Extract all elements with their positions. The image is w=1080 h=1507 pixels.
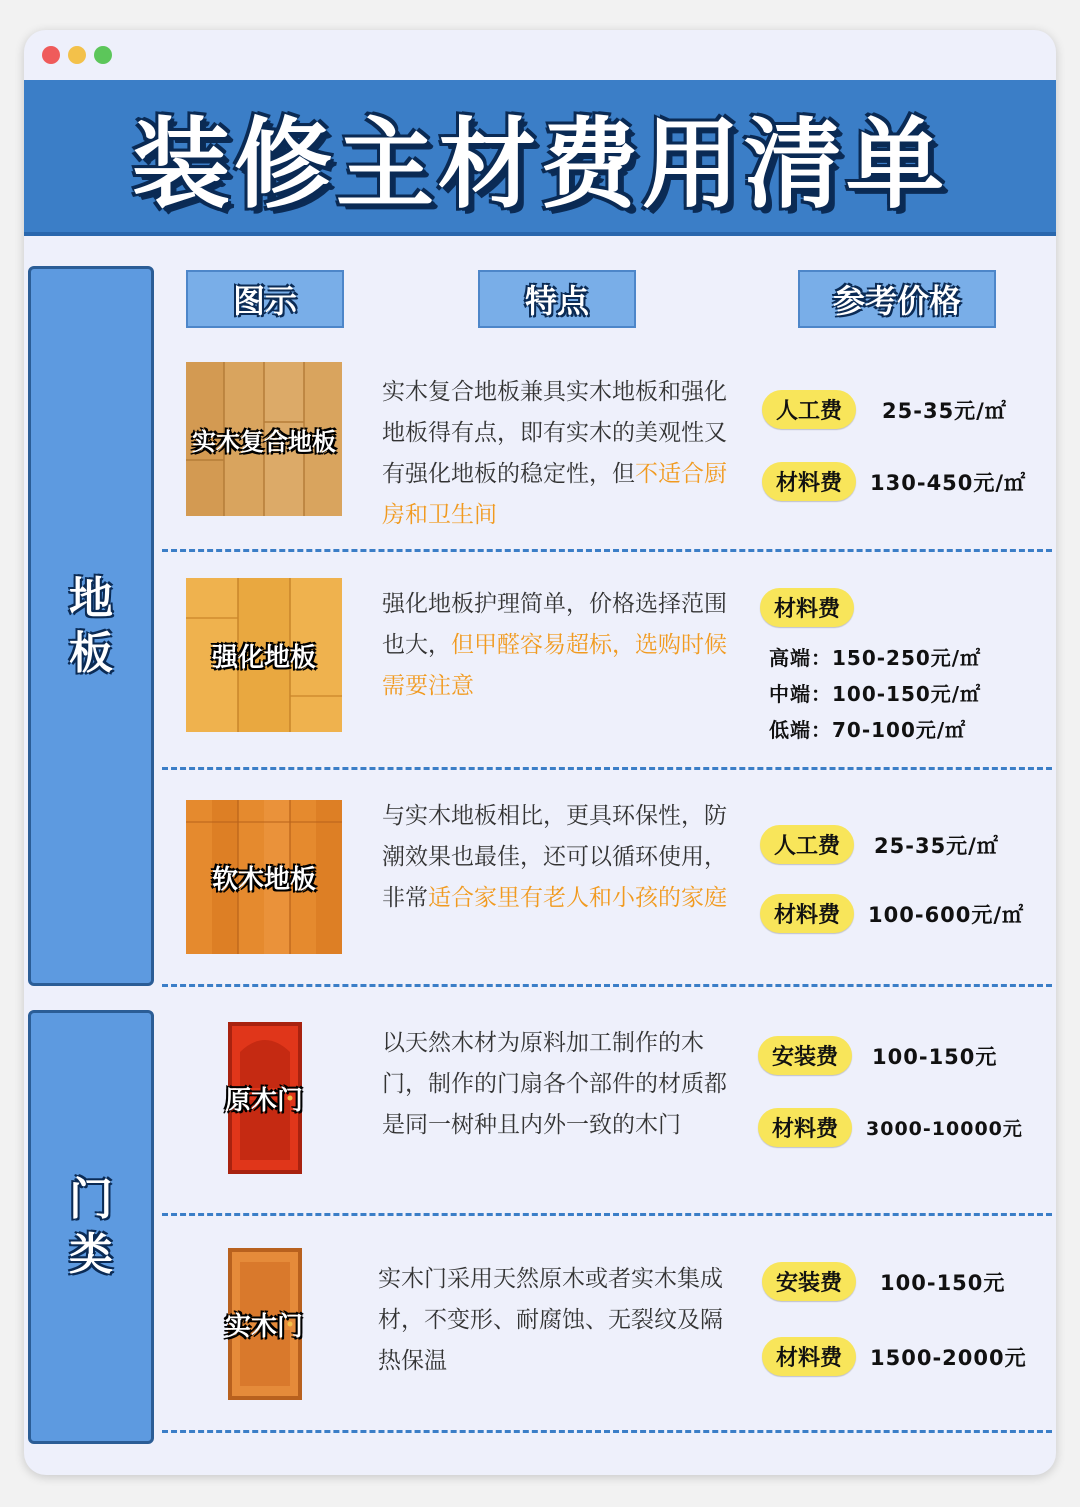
item-4-image — [202, 1022, 326, 1174]
category-floor-char-1: 地 — [69, 573, 113, 624]
item-1-price-1-label: 人工费 — [762, 390, 856, 429]
item-5-price-2-label: 材料费 — [762, 1337, 856, 1376]
item-5-price-2 — [762, 1337, 1027, 1376]
header-image — [186, 270, 344, 328]
item-2-price-1-label: 材料费 — [760, 588, 854, 627]
row-divider — [162, 1213, 1052, 1216]
item-1-price-2-value: 130-450元/㎡ — [870, 470, 1027, 495]
item-4-price-2-label: 材料费 — [758, 1108, 852, 1147]
category-door-char-2: 类 — [69, 1229, 113, 1280]
item-4-price-2 — [758, 1108, 1023, 1147]
close-button[interactable] — [42, 46, 60, 64]
item-2-desc-text: 强化地板护理简单，价格选择范围也大， — [382, 591, 727, 658]
item-3-description — [382, 796, 732, 919]
header-image-label: 图示 — [232, 282, 297, 320]
minimize-button[interactable] — [68, 46, 86, 64]
item-2-tier-low: 低端：70-100元/㎡ — [769, 718, 967, 742]
item-1-image — [186, 362, 342, 516]
item-5-price-2-value: 1500-2000元 — [870, 1345, 1027, 1370]
item-4-price-1 — [758, 1036, 997, 1075]
header-price-label: 参考价格 — [832, 282, 961, 320]
item-2-image — [186, 578, 342, 732]
item-3-name: 软木地板 — [211, 864, 316, 895]
item-4-price-2-value: 3000-10000元 — [866, 1118, 1023, 1140]
item-3-price-1-label: 人工费 — [760, 825, 854, 864]
title-banner — [24, 80, 1056, 236]
header-feature-label: 特点 — [524, 282, 589, 320]
app-window — [24, 30, 1056, 1475]
item-5-name: 实木门 — [224, 1311, 303, 1342]
item-1-price-1-value: 25-35元/㎡ — [882, 398, 1007, 423]
item-5-desc-text: 实木门采用天然原木或者实木集成材，不变形、耐腐蚀、无裂纹及隔热保温 — [378, 1266, 723, 1374]
item-4-price-1-value: 100-150元 — [872, 1044, 998, 1069]
item-2-tier-mid: 中端：100-150元/㎡ — [769, 682, 982, 706]
row-divider — [162, 1430, 1052, 1433]
item-4-price-1-label: 安装费 — [758, 1036, 852, 1075]
row-divider — [162, 767, 1052, 770]
category-door-char-1: 门 — [69, 1174, 113, 1225]
item-5-price-1-value: 100-150元 — [880, 1270, 1006, 1295]
item-5-price-1-label: 安装费 — [762, 1262, 856, 1301]
item-1-name: 实木复合地板 — [192, 427, 336, 456]
item-1-price-1 — [762, 390, 1007, 429]
row-divider — [162, 549, 1052, 552]
item-1-desc-highlight: 不适合厨房和卫生间 — [382, 461, 727, 528]
item-3-desc-text: 与实木地板相比，更具环保性，防潮效果也最佳，还可以循环使用，非常 — [382, 803, 727, 911]
item-3-price-1-value: 25-35元/㎡ — [874, 833, 999, 858]
item-3-price-1 — [760, 825, 999, 864]
item-3-price-2-value: 100-600元/㎡ — [868, 902, 1025, 927]
row-divider — [162, 984, 1052, 987]
item-4-description — [382, 1023, 732, 1146]
item-5-image — [202, 1248, 326, 1400]
item-1-desc-text: 实木复合地板兼具实木地板和强化地板得有点，即有实木的美观性又有强化地板的稳定性，但 — [382, 379, 727, 487]
item-1-price-2 — [762, 462, 1026, 501]
item-3-price-2-label: 材料费 — [760, 894, 854, 933]
item-4-name: 原木门 — [224, 1085, 303, 1116]
item-4-desc-text: 以天然木材为原料加工制作的木门，制作的门扇各个部件的材质都是同一树种且内外一致的木门 — [382, 1030, 727, 1138]
item-2-price-1 — [760, 588, 868, 627]
item-3-price-2 — [760, 894, 1024, 933]
item-1-price-2-label: 材料费 — [762, 462, 856, 501]
item-3-desc-highlight: 适合家里有老人和小孩的家庭 — [428, 885, 727, 911]
category-floor — [28, 266, 154, 986]
header-price — [798, 270, 996, 328]
item-5-price-1 — [762, 1262, 1005, 1301]
item-2-desc-highlight: 但甲醛容易超标，选购时候需要注意 — [382, 632, 727, 699]
window-controls — [42, 46, 112, 64]
category-floor-char-2: 板 — [69, 628, 113, 679]
item-5-description — [378, 1259, 728, 1382]
item-1-description — [382, 372, 732, 536]
header-feature — [478, 270, 636, 328]
item-2-tier-high: 高端：150-250元/㎡ — [769, 646, 982, 670]
maximize-button[interactable] — [94, 46, 112, 64]
item-3-image — [186, 800, 342, 954]
category-door — [28, 1010, 154, 1444]
item-2-description — [382, 584, 732, 707]
page-title: 装修主材费用清单 — [131, 107, 948, 222]
item-2-name: 强化地板 — [211, 642, 316, 673]
